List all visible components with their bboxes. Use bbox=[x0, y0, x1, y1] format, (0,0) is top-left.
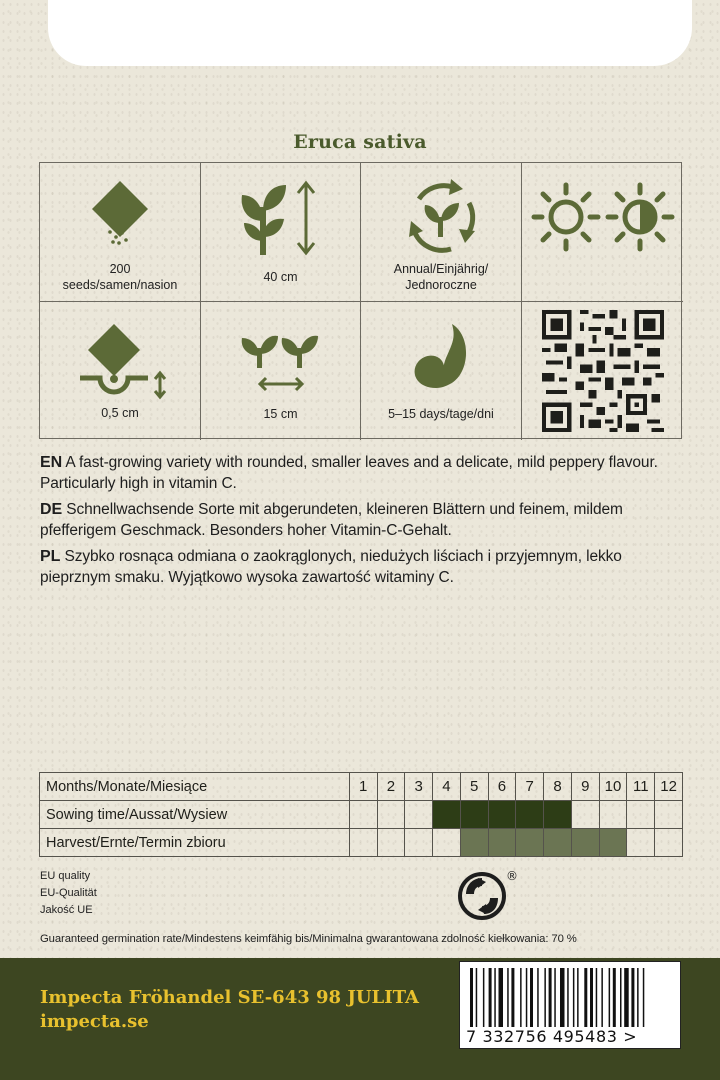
eu-quality-de: EU-Qualität bbox=[40, 887, 97, 899]
sun-partial-shade-icon bbox=[528, 181, 678, 257]
harv-month-12 bbox=[655, 829, 683, 857]
barcode-bar bbox=[624, 968, 629, 1028]
lifecycle-cell bbox=[361, 163, 522, 302]
barcode-bar bbox=[584, 968, 587, 1028]
harvest-row-label: Harvest/Ernte/Termin zbioru bbox=[40, 829, 350, 857]
seed-count-label: 200 seeds/samen/nasion bbox=[62, 262, 178, 292]
eu-quality-block bbox=[40, 868, 97, 919]
description-de bbox=[40, 499, 680, 541]
month-11: 11 bbox=[627, 773, 655, 801]
harv-month-9 bbox=[571, 829, 599, 857]
seed-packet-icon bbox=[80, 177, 160, 247]
sow-month-2 bbox=[377, 801, 405, 829]
month-2: 2 bbox=[377, 773, 405, 801]
sow-month-9 bbox=[571, 801, 599, 829]
barcode-bar bbox=[609, 968, 611, 1028]
barcode-bar bbox=[526, 968, 528, 1028]
month-7: 7 bbox=[516, 773, 544, 801]
harv-month-1 bbox=[349, 829, 377, 857]
sowing-row-label: Sowing time/Aussat/Wysiew bbox=[40, 801, 350, 829]
sowing-depth-cell bbox=[40, 302, 201, 440]
barcode-bar bbox=[520, 968, 522, 1028]
sun-exposure-cell bbox=[522, 163, 683, 302]
harv-month-6 bbox=[488, 829, 516, 857]
barcode-bar bbox=[549, 968, 552, 1028]
barcode-bar bbox=[590, 968, 593, 1028]
barcode-bar bbox=[620, 968, 622, 1028]
barcode-bar bbox=[567, 968, 569, 1028]
barcode-bar bbox=[631, 968, 634, 1028]
annual-cycle-icon bbox=[401, 177, 481, 257]
harv-month-3 bbox=[405, 829, 433, 857]
barcode-bar bbox=[601, 968, 603, 1028]
lang-code-en: EN bbox=[40, 454, 63, 471]
sowing-depth-label: 0,5 cm bbox=[101, 406, 139, 420]
month-10: 10 bbox=[599, 773, 627, 801]
sow-month-4 bbox=[433, 801, 461, 829]
barcode-bar bbox=[489, 968, 492, 1028]
barcode-number: 7 332756 495483 > bbox=[466, 1027, 676, 1046]
harv-month-2 bbox=[377, 829, 405, 857]
sowing-depth-icon bbox=[70, 322, 170, 402]
month-8: 8 bbox=[544, 773, 572, 801]
eu-quality-en: EU quality bbox=[40, 870, 91, 882]
barcode-bar bbox=[596, 968, 598, 1028]
barcode-bar bbox=[577, 968, 579, 1028]
lifecycle-label: Annual/Einjährig/ Jednoroczne bbox=[393, 262, 489, 292]
harv-month-4 bbox=[433, 829, 461, 857]
barcode-bar bbox=[554, 968, 556, 1028]
barcode-bar bbox=[499, 968, 504, 1028]
description-text-pl: Szybko rosnąca odmiana o zaokrąglonych, niedużych liściach i przyjemnym, lekko pieprznym smaku. Wyjątkowo wysoka zawartość witaminy C. bbox=[40, 548, 622, 586]
month-3: 3 bbox=[405, 773, 433, 801]
month-9: 9 bbox=[571, 773, 599, 801]
description-en bbox=[40, 452, 680, 494]
sow-month-10 bbox=[599, 801, 627, 829]
calendar-header-label: Months/Monate/Miesiące bbox=[40, 773, 350, 801]
sow-month-8 bbox=[544, 801, 572, 829]
barcode-bar bbox=[494, 968, 496, 1028]
barcode-bar bbox=[511, 968, 514, 1028]
sow-month-3 bbox=[405, 801, 433, 829]
barcode-bar bbox=[544, 968, 546, 1028]
qr-code-icon[interactable] bbox=[542, 310, 664, 432]
plant-spacing-cell bbox=[201, 302, 361, 440]
barcode-bar bbox=[613, 968, 616, 1028]
barcode-bar bbox=[476, 968, 478, 1028]
barcode-bar bbox=[507, 968, 509, 1028]
description-pl bbox=[40, 546, 680, 588]
month-1: 1 bbox=[349, 773, 377, 801]
description-text-de: Schnellwachsende Sorte mit abgerundeten, kleineren Blättern und feinem, mildem pfefferigem Geschmack. Besonders hoher Vitamin-C-Gehalt. bbox=[40, 501, 623, 539]
harv-month-5 bbox=[460, 829, 488, 857]
sow-month-5 bbox=[460, 801, 488, 829]
green-dot-recycling-icon bbox=[456, 868, 522, 924]
calendar-row-harvest bbox=[40, 829, 683, 857]
month-4: 4 bbox=[433, 773, 461, 801]
sow-month-11 bbox=[627, 801, 655, 829]
barcode-bar bbox=[483, 968, 485, 1028]
germination-label: 5–15 days/tage/dni bbox=[388, 407, 494, 421]
plant-height-icon bbox=[236, 177, 326, 257]
hang-hole-cutout bbox=[48, 0, 692, 66]
barcode-bar bbox=[573, 968, 575, 1028]
sow-month-12 bbox=[655, 801, 683, 829]
barcode-bar bbox=[560, 968, 565, 1028]
germination-rate-text: Guaranteed germination rate/Mindestens keimfähig bis/Minimalna gwarantowana zdolność kiełkowania: 70 % bbox=[40, 933, 577, 945]
description-block bbox=[40, 452, 680, 593]
harv-month-8 bbox=[544, 829, 572, 857]
calendar-header-row bbox=[40, 773, 683, 801]
germination-cell bbox=[361, 302, 522, 440]
sowing-calendar bbox=[39, 772, 683, 857]
plant-height-label: 40 cm bbox=[263, 270, 298, 284]
company-address: Impecta Fröhandel SE-643 98 JULITA bbox=[40, 987, 419, 1008]
harv-month-7 bbox=[516, 829, 544, 857]
qr-code-cell bbox=[522, 302, 683, 440]
lang-code-pl: PL bbox=[40, 548, 61, 565]
barcode-bar bbox=[637, 968, 639, 1028]
calendar-row-sowing bbox=[40, 801, 683, 829]
sow-month-1 bbox=[349, 801, 377, 829]
ean-barcode bbox=[459, 961, 681, 1049]
lang-code-de: DE bbox=[40, 501, 63, 518]
month-5: 5 bbox=[460, 773, 488, 801]
company-website[interactable]: impecta.se bbox=[40, 1011, 149, 1032]
seed-count-cell bbox=[40, 163, 201, 302]
barcode-bar bbox=[470, 968, 473, 1028]
registered-mark: ® bbox=[506, 869, 518, 883]
barcode-bar bbox=[537, 968, 539, 1028]
species-title: Eruca sativa bbox=[293, 131, 427, 153]
plant-height-cell bbox=[201, 163, 361, 302]
month-12: 12 bbox=[655, 773, 683, 801]
info-icon-grid bbox=[39, 162, 682, 439]
harv-month-10 bbox=[599, 829, 627, 857]
germination-icon bbox=[406, 318, 476, 398]
plant-spacing-label: 15 cm bbox=[263, 407, 298, 421]
barcode-bar bbox=[530, 968, 533, 1028]
harv-month-11 bbox=[627, 829, 655, 857]
sow-month-7 bbox=[516, 801, 544, 829]
barcode-bar bbox=[643, 968, 645, 1028]
eu-quality-pl: Jakość UE bbox=[40, 904, 93, 916]
sow-month-6 bbox=[488, 801, 516, 829]
month-6: 6 bbox=[488, 773, 516, 801]
description-text-en: A fast-growing variety with rounded, smaller leaves and a delicate, mild peppery flavour. Particularly high in vitamin C. bbox=[40, 454, 658, 492]
plant-spacing-icon bbox=[236, 328, 326, 398]
